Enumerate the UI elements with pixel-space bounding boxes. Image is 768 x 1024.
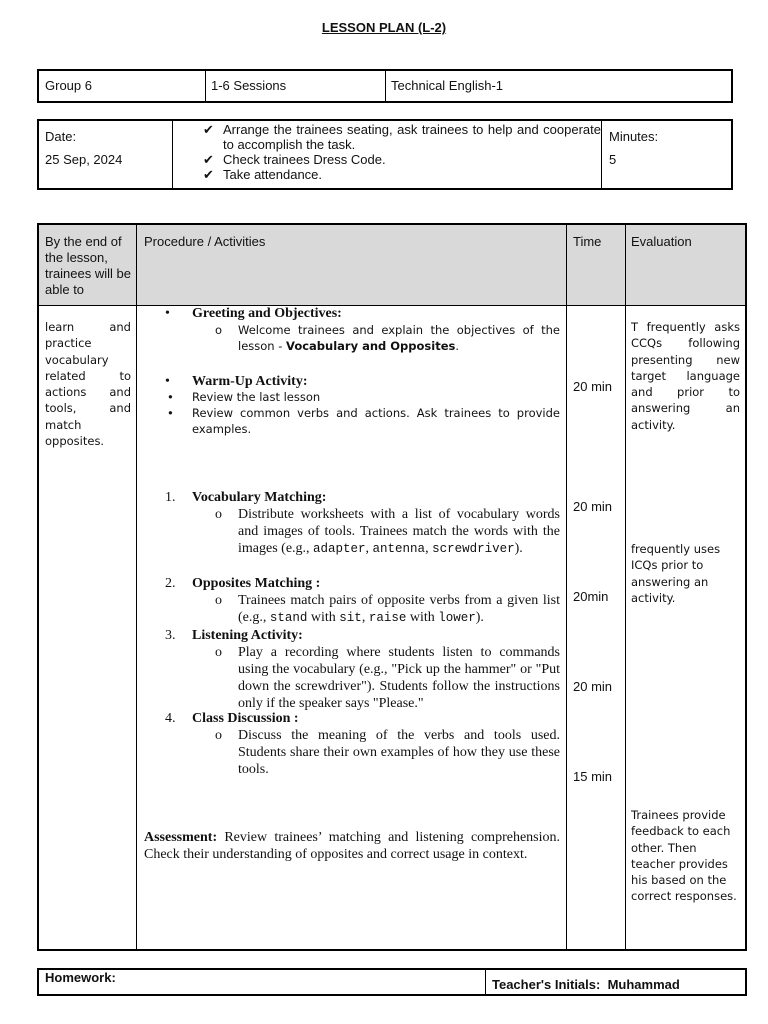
footer-bar	[37, 968, 747, 996]
circle-bullet-icon: o	[215, 593, 222, 608]
bullet-icon: •	[167, 390, 174, 404]
time-value: 20 min	[573, 499, 613, 514]
sessions-cell: 1-6 Sessions	[211, 78, 287, 93]
header-procedure: Procedure / Activities	[144, 234, 266, 249]
warmup-item: Review the last lesson	[192, 390, 321, 404]
date-value: 25 Sep, 2024	[45, 152, 123, 167]
circle-bullet-icon: o	[215, 323, 223, 337]
minutes-value: 5	[609, 152, 617, 167]
date-label: Date:	[45, 129, 77, 144]
activity-detail: Play a recording where students listen to commands using the vocabulary (e.g., "Pick up the hammer" or "Put down the screwdriver"). Students follow the instructions only if the speaker says "Please."	[238, 645, 560, 711]
circle-bullet-icon: o	[215, 645, 222, 660]
divider	[566, 225, 567, 949]
activity-number: 1.	[165, 490, 176, 505]
checkmark-icon: ✔	[203, 167, 214, 182]
page-title: LESSON PLAN (L-2)	[321, 20, 447, 35]
activity-detail: Distribute worksheets with a list of vocabulary words and images of tools. Trainees match the words with the images (e.g., adapter, antenna, screwdriver).	[238, 507, 560, 556]
procedure-cell	[137, 303, 566, 953]
header-objectives: By the end of the lesson, trainees will be able to	[45, 234, 131, 297]
divider	[625, 225, 626, 949]
activity-number: 2.	[165, 576, 176, 591]
checklist-item: ✔ Arrange the trainees seating, ask trainees to help and cooperate to accomplish the task.	[203, 122, 601, 152]
time-value: 20 min	[573, 379, 613, 394]
checklist-item: ✔ Check trainees Dress Code.	[203, 152, 386, 167]
header-time: Time	[573, 234, 602, 249]
greeting-detail: Welcome trainees and explain the objectives of the lesson - Vocabulary and Opposites.	[238, 323, 560, 354]
activity-title: Listening Activity:	[192, 628, 303, 643]
assessment-text: Assessment: Review trainees’ matching and listening comprehension. Check their understanding of opposites and correct usage in context.	[144, 830, 560, 862]
lesson-table	[37, 223, 747, 951]
header-evaluation: Evaluation	[631, 234, 692, 249]
bullet-icon: •	[165, 374, 170, 389]
activity-number: 4.	[165, 711, 176, 726]
minutes-label: Minutes:	[609, 129, 659, 144]
objective-text: learn and practice vocabulary related to actions and tools, and match opposites.	[45, 320, 131, 449]
time-value: 15 min	[573, 769, 613, 784]
warmup-item: Review common verbs and actions. Ask trainees to provide examples.	[192, 406, 560, 437]
activity-title: Vocabulary Matching:	[192, 490, 327, 505]
time-value: 20min	[573, 589, 609, 604]
divider	[485, 970, 486, 994]
circle-bullet-icon: o	[215, 507, 222, 522]
homework-label: Homework:	[45, 970, 116, 985]
activity-detail: Trainees match pairs of opposite verbs from a given list (e.g., stand with sit, raise with lower).	[238, 593, 560, 625]
evaluation-text: frequently uses ICQs prior to answering an activity.	[631, 542, 721, 605]
activity-detail: Discuss the meaning of the verbs and tools used. Students share their own examples of how they use these tools.	[238, 728, 560, 777]
teacher-initials: Teacher's Initials: Muhammad	[492, 977, 680, 992]
warmup-title: Warm-Up Activity:	[192, 374, 308, 389]
bullet-icon: •	[167, 406, 174, 420]
divider	[601, 121, 602, 188]
evaluation-text: Trainees provide feedback to each other. Then teacher provides his based on the correct responses.	[631, 808, 737, 904]
checklist-item: ✔ Take attendance.	[203, 167, 323, 182]
checkmark-icon: ✔	[203, 152, 214, 167]
bullet-icon: •	[165, 306, 170, 321]
time-value: 20 min	[573, 679, 613, 694]
activity-number: 3.	[165, 628, 176, 643]
activity-title: Opposites Matching :	[192, 576, 321, 591]
prep-checklist-cell	[173, 122, 601, 182]
circle-bullet-icon: o	[215, 728, 222, 743]
greeting-title: Greeting and Objectives:	[192, 306, 342, 321]
prep-checklist	[173, 122, 601, 182]
activity-title: Class Discussion :	[192, 711, 299, 726]
course-cell: Technical English-1	[391, 78, 504, 93]
group-cell: Group 6	[45, 78, 92, 93]
checkmark-icon: ✔	[203, 122, 214, 137]
evaluation-text: T frequently asks CCQs following presenting new target language and prior to answering an activity.	[631, 320, 740, 432]
date-row	[37, 119, 733, 190]
info-bar	[37, 69, 733, 103]
